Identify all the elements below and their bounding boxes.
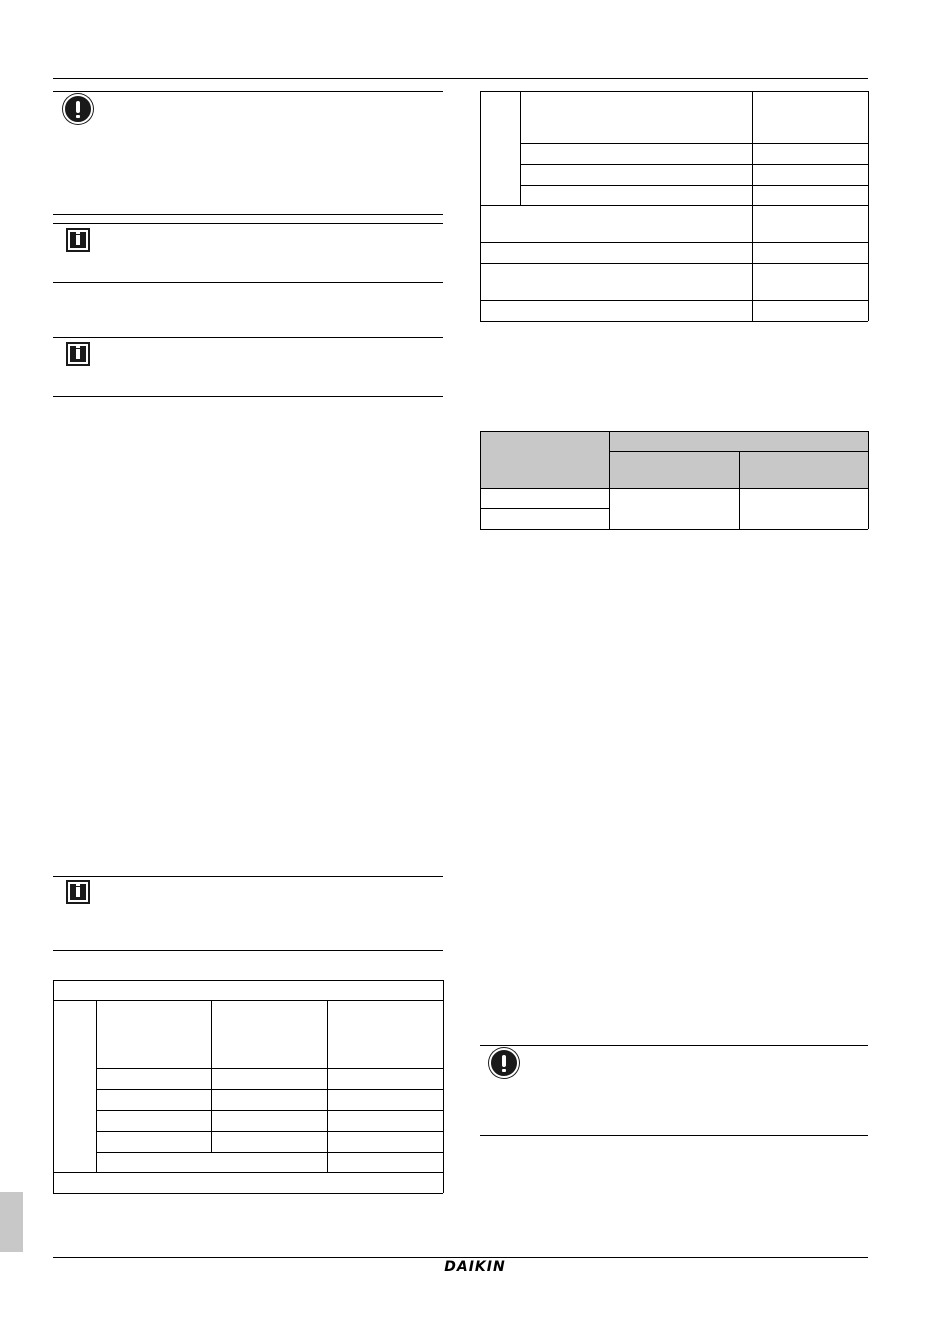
info-icon [66, 342, 90, 366]
notice-top-rule [53, 91, 443, 92]
notice-bottom-rule [53, 950, 443, 951]
notice-bottom-rule [53, 214, 443, 215]
important-icon [63, 94, 93, 124]
brand-logo: DAIKIN [444, 1259, 506, 1275]
info-icon [66, 228, 90, 252]
notice-top-rule [53, 223, 443, 224]
notice-bottom-rule [53, 396, 443, 397]
notice-top-rule [53, 337, 443, 338]
info-icon [66, 880, 90, 904]
table-header-shading [480, 431, 868, 488]
notice-bottom-rule [480, 1135, 868, 1136]
notice-bottom-rule [53, 282, 443, 283]
footer-rule [53, 1257, 868, 1258]
notice-top-rule [53, 876, 443, 877]
notice-top-rule [480, 1045, 868, 1046]
important-icon [489, 1048, 519, 1078]
header-rule [53, 78, 868, 79]
side-language-tab [0, 1192, 23, 1252]
